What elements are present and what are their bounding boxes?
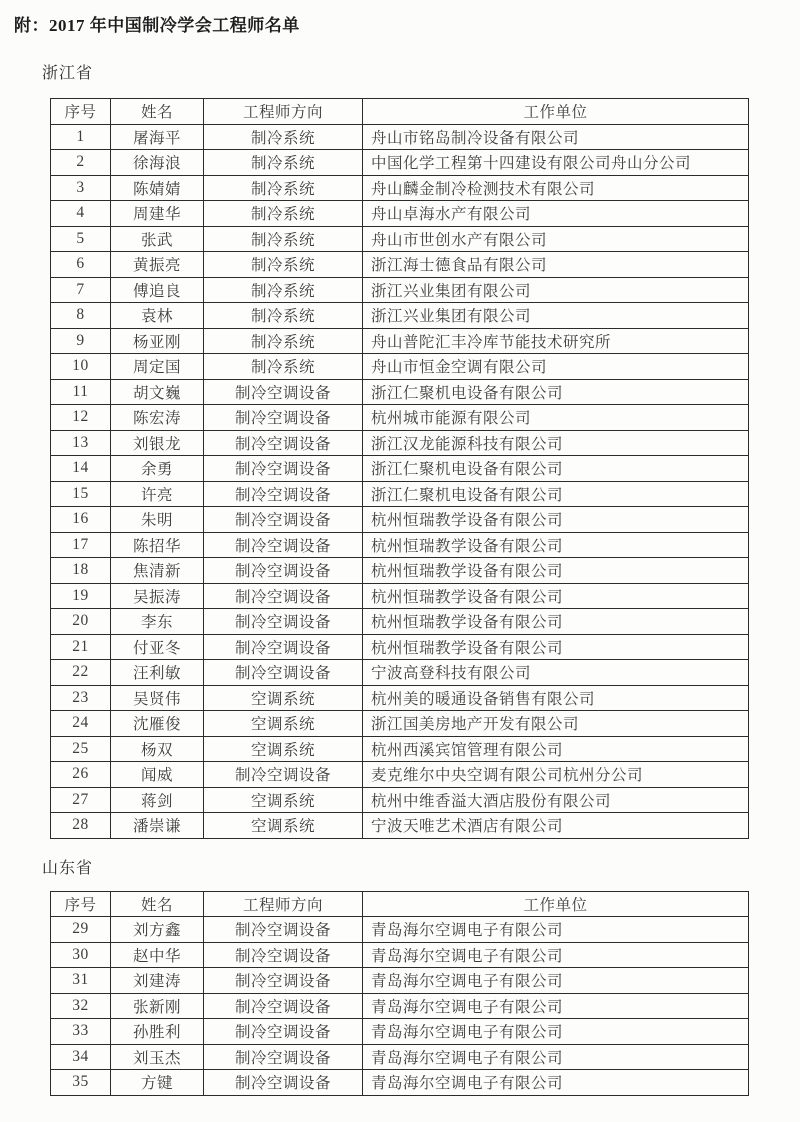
- cell-company: 杭州恒瑞教学设备有限公司: [363, 532, 749, 558]
- cell-company: 浙江国美房地产开发有限公司: [363, 711, 749, 737]
- cell-no: 16: [51, 507, 111, 533]
- table-body: [51, 124, 749, 838]
- cell-direction: 制冷系统: [204, 150, 363, 176]
- cell-no: 23: [51, 685, 111, 711]
- cell-name: 吴贤伟: [111, 685, 204, 711]
- cell-company: 青岛海尔空调电子有限公司: [363, 1019, 749, 1045]
- cell-company: 青岛海尔空调电子有限公司: [363, 993, 749, 1019]
- cell-name: 付亚冬: [111, 634, 204, 660]
- cell-company: 舟山市铭岛制冷设备有限公司: [363, 124, 749, 150]
- cell-company: 杭州西溪宾馆管理有限公司: [363, 736, 749, 762]
- table-row: [51, 813, 749, 839]
- cell-no: 7: [51, 277, 111, 303]
- table-row: [51, 405, 749, 431]
- cell-name: 陈宏涛: [111, 405, 204, 431]
- cell-name: 许亮: [111, 481, 204, 507]
- cell-name: 胡文巍: [111, 379, 204, 405]
- cell-name: 汪利敏: [111, 660, 204, 686]
- cell-direction: 制冷系统: [204, 277, 363, 303]
- cell-company: 舟山市恒金空调有限公司: [363, 354, 749, 380]
- cell-company: 青岛海尔空调电子有限公司: [363, 942, 749, 968]
- cell-name: 杨双: [111, 736, 204, 762]
- cell-direction: 制冷空调设备: [204, 1070, 363, 1096]
- table-body: [51, 917, 749, 1096]
- cell-company: 青岛海尔空调电子有限公司: [363, 1044, 749, 1070]
- table-row: [51, 968, 749, 994]
- cell-name: 蒋剑: [111, 787, 204, 813]
- cell-name: 沈雁俊: [111, 711, 204, 737]
- table-row: [51, 532, 749, 558]
- table-row: [51, 124, 749, 150]
- cell-direction: 空调系统: [204, 813, 363, 839]
- table-header: [51, 891, 749, 917]
- cell-direction: 制冷空调设备: [204, 609, 363, 635]
- cell-direction: 空调系统: [204, 711, 363, 737]
- column-header: 工程师方向: [204, 99, 363, 125]
- cell-no: 8: [51, 303, 111, 329]
- cell-no: 25: [51, 736, 111, 762]
- cell-direction: 制冷系统: [204, 354, 363, 380]
- cell-direction: 制冷系统: [204, 124, 363, 150]
- cell-company: 浙江仁聚机电设备有限公司: [363, 456, 749, 482]
- cell-name: 方键: [111, 1070, 204, 1096]
- cell-no: 30: [51, 942, 111, 968]
- table-row: [51, 685, 749, 711]
- cell-no: 18: [51, 558, 111, 584]
- cell-company: 杭州恒瑞教学设备有限公司: [363, 507, 749, 533]
- column-header: 工作单位: [363, 891, 749, 917]
- cell-direction: 制冷空调设备: [204, 430, 363, 456]
- cell-company: 青岛海尔空调电子有限公司: [363, 917, 749, 943]
- cell-name: 徐海浪: [111, 150, 204, 176]
- cell-company: 杭州美的暖通设备销售有限公司: [363, 685, 749, 711]
- cell-no: 11: [51, 379, 111, 405]
- cell-no: 13: [51, 430, 111, 456]
- cell-name: 朱明: [111, 507, 204, 533]
- cell-company: 杭州恒瑞教学设备有限公司: [363, 558, 749, 584]
- column-header: 姓名: [111, 891, 204, 917]
- table-row: [51, 456, 749, 482]
- cell-company: 宁波高登科技有限公司: [363, 660, 749, 686]
- cell-name: 周定国: [111, 354, 204, 380]
- cell-name: 焦清新: [111, 558, 204, 584]
- cell-name: 余勇: [111, 456, 204, 482]
- cell-direction: 制冷空调设备: [204, 660, 363, 686]
- cell-no: 31: [51, 968, 111, 994]
- cell-name: 张武: [111, 226, 204, 252]
- cell-name: 杨亚刚: [111, 328, 204, 354]
- engineer-roster-table: [50, 98, 749, 839]
- table-row: [51, 583, 749, 609]
- cell-company: 浙江仁聚机电设备有限公司: [363, 379, 749, 405]
- table-row: [51, 609, 749, 635]
- table-row: [51, 303, 749, 329]
- table-row: [51, 1044, 749, 1070]
- cell-direction: 制冷空调设备: [204, 942, 363, 968]
- cell-no: 4: [51, 201, 111, 227]
- cell-name: 张新刚: [111, 993, 204, 1019]
- cell-company: 青岛海尔空调电子有限公司: [363, 1070, 749, 1096]
- cell-direction: 制冷空调设备: [204, 507, 363, 533]
- cell-direction: 制冷空调设备: [204, 379, 363, 405]
- table-row: [51, 993, 749, 1019]
- table-row: [51, 226, 749, 252]
- cell-name: 傅追良: [111, 277, 204, 303]
- table-header: [51, 99, 749, 125]
- cell-name: 闻威: [111, 762, 204, 788]
- cell-no: 24: [51, 711, 111, 737]
- province-label: 山东省: [42, 859, 94, 877]
- cell-name: 袁林: [111, 303, 204, 329]
- cell-direction: 制冷空调设备: [204, 481, 363, 507]
- cell-no: 19: [51, 583, 111, 609]
- cell-direction: 制冷系统: [204, 328, 363, 354]
- column-header: 工作单位: [363, 99, 749, 125]
- table-row: [51, 736, 749, 762]
- cell-no: 3: [51, 175, 111, 201]
- cell-no: 27: [51, 787, 111, 813]
- cell-company: 浙江兴业集团有限公司: [363, 277, 749, 303]
- cell-name: 黄振亮: [111, 252, 204, 278]
- cell-no: 10: [51, 354, 111, 380]
- table-row: [51, 917, 749, 943]
- cell-no: 26: [51, 762, 111, 788]
- cell-no: 17: [51, 532, 111, 558]
- cell-direction: 制冷系统: [204, 252, 363, 278]
- cell-direction: 制冷空调设备: [204, 993, 363, 1019]
- cell-direction: 制冷空调设备: [204, 1019, 363, 1045]
- cell-no: 12: [51, 405, 111, 431]
- province-label: 浙江省: [42, 65, 94, 82]
- cell-direction: 制冷空调设备: [204, 917, 363, 943]
- cell-direction: 制冷系统: [204, 201, 363, 227]
- cell-company: 青岛海尔空调电子有限公司: [363, 968, 749, 994]
- header-row: [51, 891, 749, 917]
- cell-no: 1: [51, 124, 111, 150]
- cell-name: 赵中华: [111, 942, 204, 968]
- table-row: [51, 252, 749, 278]
- cell-name: 陈婧婧: [111, 175, 204, 201]
- province-section-zhejiang: [0, 60, 800, 839]
- table-row: [51, 1019, 749, 1045]
- table-row: [51, 942, 749, 968]
- column-header: 序号: [51, 99, 111, 125]
- header-row: [51, 99, 749, 125]
- cell-direction: 制冷空调设备: [204, 762, 363, 788]
- cell-direction: 制冷系统: [204, 175, 363, 201]
- cell-direction: 制冷空调设备: [204, 634, 363, 660]
- cell-company: 舟山市世创水产有限公司: [363, 226, 749, 252]
- column-header: 姓名: [111, 99, 204, 125]
- cell-no: 34: [51, 1044, 111, 1070]
- cell-no: 5: [51, 226, 111, 252]
- cell-no: 2: [51, 150, 111, 176]
- cell-company: 杭州恒瑞教学设备有限公司: [363, 634, 749, 660]
- cell-company: 中国化学工程第十四建设有限公司舟山分公司: [363, 150, 749, 176]
- cell-no: 9: [51, 328, 111, 354]
- cell-no: 28: [51, 813, 111, 839]
- cell-no: 35: [51, 1070, 111, 1096]
- cell-name: 刘银龙: [111, 430, 204, 456]
- table-row: [51, 201, 749, 227]
- engineer-roster-table: [50, 891, 749, 1096]
- table-row: [51, 150, 749, 176]
- cell-company: 杭州城市能源有限公司: [363, 405, 749, 431]
- cell-name: 孙胜利: [111, 1019, 204, 1045]
- cell-company: 浙江汉龙能源科技有限公司: [363, 430, 749, 456]
- cell-direction: 制冷空调设备: [204, 583, 363, 609]
- column-header: 序号: [51, 891, 111, 917]
- cell-company: 杭州中维香溢大酒店股份有限公司: [363, 787, 749, 813]
- column-header: 工程师方向: [204, 891, 363, 917]
- cell-company: 麦克维尔中央空调有限公司杭州分公司: [363, 762, 749, 788]
- cell-direction: 空调系统: [204, 736, 363, 762]
- cell-no: 15: [51, 481, 111, 507]
- cell-name: 刘建涛: [111, 968, 204, 994]
- cell-direction: 制冷系统: [204, 226, 363, 252]
- cell-company: 舟山普陀汇丰冷库节能技术研究所: [363, 328, 749, 354]
- cell-direction: 制冷空调设备: [204, 1044, 363, 1070]
- cell-company: 舟山卓海水产有限公司: [363, 201, 749, 227]
- cell-name: 屠海平: [111, 124, 204, 150]
- cell-company: 杭州恒瑞教学设备有限公司: [363, 583, 749, 609]
- table-row: [51, 507, 749, 533]
- cell-no: 20: [51, 609, 111, 635]
- cell-direction: 制冷系统: [204, 303, 363, 329]
- cell-name: 周建华: [111, 201, 204, 227]
- cell-name: 吴振涛: [111, 583, 204, 609]
- cell-name: 李东: [111, 609, 204, 635]
- table-row: [51, 277, 749, 303]
- cell-company: 舟山麟金制冷检测技术有限公司: [363, 175, 749, 201]
- document-title: 附：2017 年中国制冷学会工程师名单: [14, 16, 300, 35]
- cell-no: 6: [51, 252, 111, 278]
- cell-no: 14: [51, 456, 111, 482]
- cell-company: 浙江海士德食品有限公司: [363, 252, 749, 278]
- cell-name: 潘崇谦: [111, 813, 204, 839]
- cell-direction: 制冷空调设备: [204, 405, 363, 431]
- table-row: [51, 1070, 749, 1096]
- cell-company: 浙江兴业集团有限公司: [363, 303, 749, 329]
- cell-direction: 制冷空调设备: [204, 456, 363, 482]
- province-section-shandong: [0, 855, 800, 1096]
- table-row: [51, 481, 749, 507]
- cell-name: 陈招华: [111, 532, 204, 558]
- table-row: [51, 354, 749, 380]
- table-row: [51, 634, 749, 660]
- table-row: [51, 660, 749, 686]
- cell-direction: 空调系统: [204, 787, 363, 813]
- table-row: [51, 762, 749, 788]
- cell-no: 22: [51, 660, 111, 686]
- table-row: [51, 787, 749, 813]
- cell-direction: 制冷空调设备: [204, 968, 363, 994]
- cell-company: 浙江仁聚机电设备有限公司: [363, 481, 749, 507]
- table-row: [51, 430, 749, 456]
- cell-direction: 制冷空调设备: [204, 558, 363, 584]
- cell-direction: 制冷空调设备: [204, 532, 363, 558]
- table-row: [51, 711, 749, 737]
- cell-no: 32: [51, 993, 111, 1019]
- cell-company: 杭州恒瑞教学设备有限公司: [363, 609, 749, 635]
- table-row: [51, 558, 749, 584]
- cell-company: 宁波天唯艺术酒店有限公司: [363, 813, 749, 839]
- cell-no: 33: [51, 1019, 111, 1045]
- cell-direction: 空调系统: [204, 685, 363, 711]
- cell-no: 29: [51, 917, 111, 943]
- cell-name: 刘方鑫: [111, 917, 204, 943]
- table-row: [51, 328, 749, 354]
- table-row: [51, 175, 749, 201]
- table-row: [51, 379, 749, 405]
- cell-no: 21: [51, 634, 111, 660]
- cell-name: 刘玉杰: [111, 1044, 204, 1070]
